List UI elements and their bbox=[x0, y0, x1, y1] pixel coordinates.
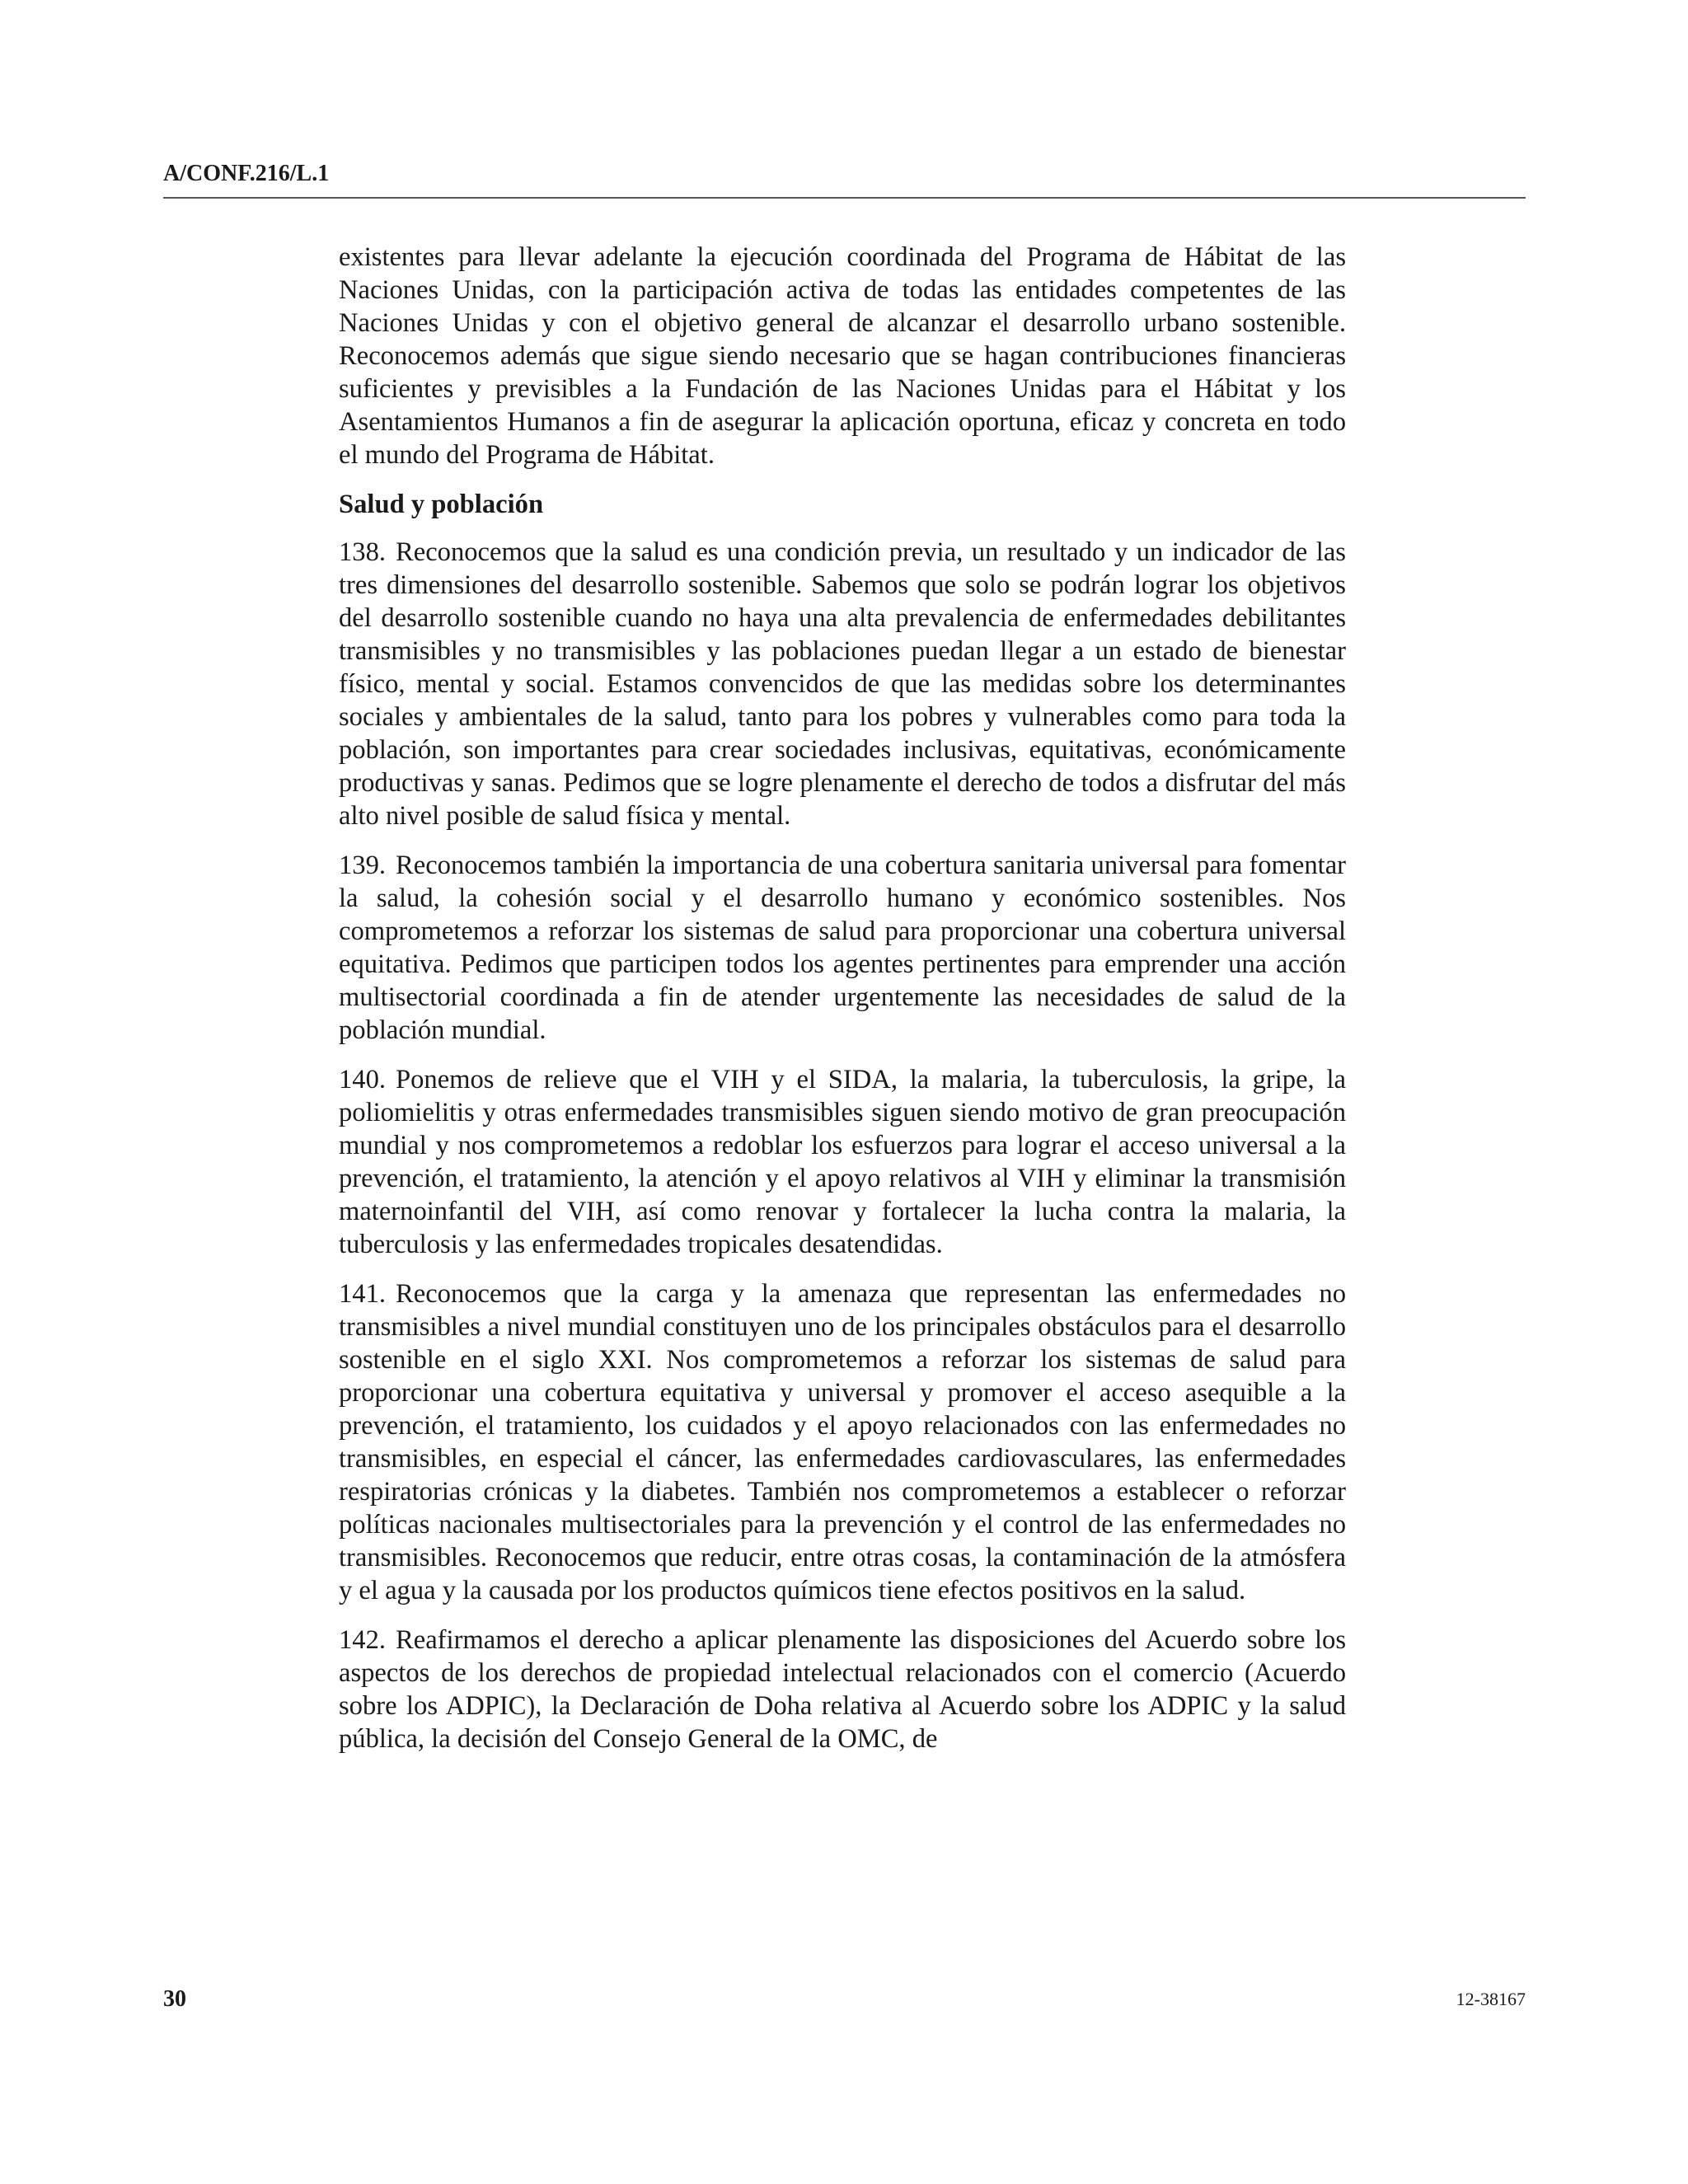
paragraph-142 bbox=[339, 1624, 1346, 1755]
paragraph-text: Reconocemos que la salud es una condición previa, un resultado y un indicador de las tres dimensiones del desarrollo sostenible. Sabemos que solo se podrán lograr los objetivos del desarrollo sostenible cuando no haya una alta prevalencia de enfermedades debilitantes transmisibles y no transmisibles y las poblaciones puedan llegar a un estado de bienestar físico, mental y social. Estamos convencidos de que las medidas sobre los determinantes sociales y ambientales de la salud, tanto para los pobres y vulnerables como para toda la población, son importantes para crear sociedades inclusivas, equitativas, económicamente productivas y sanas. Pedimos que se logre plenamente el derecho de todos a disfrutar del más alto nivel posible de salud física y mental. bbox=[339, 537, 1346, 831]
paragraph-138 bbox=[339, 536, 1346, 832]
intro-paragraph: existentes para llevar adelante la ejecución coordinada del Programa de Hábitat de las Naciones Unidas, con la participación activa de todas las entidades competentes de las Naciones Unidas y con el objetivo general de alcanzar el desarrollo urbano sostenible. Reconocemos además que sigue siendo necesario que se hagan contribuciones financieras suficientes y previsibles a la Fundación de las Naciones Unidas para el Hábitat y los Asentamientos Humanos a fin de asegurar la aplicación oportuna, eficaz y concreta en todo el mundo del Programa de Hábitat. bbox=[339, 242, 1346, 470]
document-symbol: A/CONF.216/L.1 bbox=[163, 161, 330, 186]
paragraph-text: Reconocemos que la carga y la amenaza que representan las enfermedades no transmisibles a nivel mundial constituyen uno de los principales obstáculos para el desarrollo sostenible en el siglo XXI. Nos comprometemos a reforzar los sistemas de salud para proporcionar una cobertura equitativa y universal y promover el acceso asequible a la prevención, el tratamiento, los cuidados y el apoyo relacionados con las enfermedades no transmisibles, en especial el cáncer, las enfermedades cardiovasculares, las enfermedades respiratorias crónicas y la diabetes. También nos comprometemos a establecer o reforzar políticas nacionales multisectoriales para la prevención y el control de las enfermedades no transmisibles. Reconocemos que reducir, entre otras cosas, la contaminación de la atmósfera y el agua y la causada por los productos químicos tiene efectos positivos en la salud. bbox=[339, 1279, 1346, 1605]
paragraph-139 bbox=[339, 849, 1346, 1047]
paragraph-number: 141. bbox=[339, 1279, 387, 1309]
page-number: 30 bbox=[163, 1986, 186, 2012]
section-heading: Salud y población bbox=[339, 490, 544, 519]
paragraph-number: 138. bbox=[339, 537, 387, 567]
paragraph-number: 139. bbox=[339, 851, 387, 880]
header-divider bbox=[163, 197, 1526, 199]
paragraph-number: 140. bbox=[339, 1065, 387, 1094]
paragraph-141 bbox=[339, 1277, 1346, 1607]
document-code: 12-38167 bbox=[1456, 1989, 1526, 2009]
paragraph-140 bbox=[339, 1063, 1346, 1261]
paragraph-number: 142. bbox=[339, 1625, 387, 1655]
paragraph-text: Reafirmamos el derecho a aplicar plenamente las disposiciones del Acuerdo sobre los aspectos de los derechos de propiedad intelectual relacionados con el comercio (Acuerdo sobre los ADPIC), la Declaración de Doha relativa al Acuerdo sobre los ADPIC y la salud pública, la decisión del Consejo General de la OMC, de bbox=[339, 1625, 1346, 1754]
document-body bbox=[339, 241, 1346, 1772]
paragraph-text: Ponemos de relieve que el VIH y el SIDA, la malaria, la tuberculosis, la gripe, la poliomielitis y otras enfermedades transmisibles siguen siendo motivo de gran preocupación mundial y nos comprometemos a redoblar los esfuerzos para lograr el acceso universal a la prevención, el tratamiento, la atención y el apoyo relativos al VIH y eliminar la transmisión maternoinfantil del VIH, así como renovar y fortalecer la lucha contra la malaria, la tuberculosis y las enfermedades tropicales desatendidas. bbox=[339, 1065, 1346, 1259]
paragraph-text: Reconocemos también la importancia de una cobertura sanitaria universal para fomentar la salud, la cohesión social y el desarrollo humano y económico sostenibles. Nos comprometemos a reforzar los sistemas de salud para proporcionar una cobertura universal equitativa. Pedimos que participen todos los agentes pertinentes para emprender una acción multisectorial coordinada a fin de atender urgentemente las necesidades de salud de la población mundial. bbox=[339, 851, 1346, 1045]
